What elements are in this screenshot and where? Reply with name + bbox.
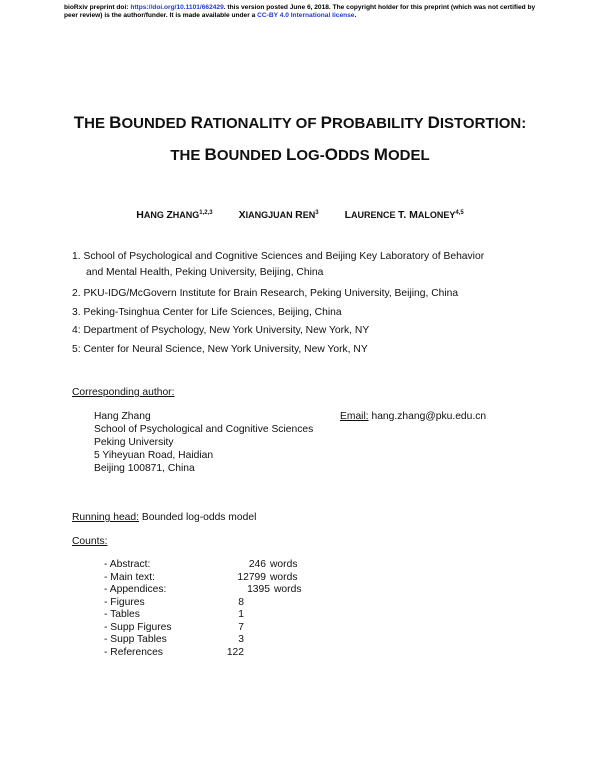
author-3: LAURENCE T. MALONEY$^{4,5}$ (344, 209, 464, 221)
address-line: School of Psychological and Cognitive Sciences (94, 424, 314, 435)
address-line: Beijing 100871, China (94, 463, 195, 474)
corresponding-address (94, 410, 313, 475)
preprint-prefix: bioRxiv preprint doi: (64, 4, 131, 11)
count-label: - Figures (104, 596, 145, 608)
count-unit: words (270, 571, 298, 583)
affiliation-4: 4: Department of Psychology, New York University, New York, NY (72, 325, 370, 336)
count-value: 7 (238, 621, 244, 633)
running-head-label: Running head: (72, 512, 139, 523)
affiliation-5: 5: Center for Neural Science, New York University, New York, NY (72, 344, 368, 355)
paper-title-line-2: THE BOUNDED LOG-ODDS MODEL (170, 145, 430, 164)
count-unit: words (274, 584, 302, 595)
count-value: 8 (238, 596, 244, 608)
count-value: 1 (238, 609, 244, 620)
counts-heading: Counts: (72, 536, 108, 547)
address-line: Peking University (94, 437, 174, 448)
count-unit: words (270, 559, 298, 570)
count-value: 122 (226, 646, 244, 658)
preprint-middle: . this version posted June 6, 2018. The copyright holder for this preprint (which was not certified by peer review) is the author/funder. It is made available under a (64, 4, 536, 19)
count-label: - Appendices: (104, 584, 167, 595)
email-line (340, 410, 486, 423)
affiliation-2: 2. PKU-IDG/McGovern Institute for Brain Research, Peking University, Beijing, China (72, 288, 459, 299)
running-head (72, 511, 256, 524)
address-line: Hang Zhang (94, 411, 151, 422)
count-value: 3 (238, 634, 244, 645)
author-2: XIANGJUAN REN$^3$ (238, 209, 319, 221)
paper-title-line-1: THE BOUNDED RATIONALITY OF PROBABILITY DISTORTION: (73, 113, 527, 132)
license-link[interactable]: CC-BY 4.0 International license (257, 12, 355, 19)
count-label: - Tables (104, 609, 140, 620)
doi-link[interactable]: https://doi.org/10.1101/662429 (130, 4, 224, 11)
count-label: - Supp Figures (104, 621, 172, 633)
affiliation-1: 1. School of Psychological and Cognitive Sciences and Beijing Key Laboratory of Behavior (72, 251, 485, 262)
count-label: - Supp Tables (104, 634, 167, 645)
address-line: 5 Yiheyuan Road, Haidian (94, 450, 214, 461)
corresponding-author-heading: Corresponding author: (72, 387, 175, 398)
email-label: Email: (340, 411, 369, 422)
count-label: - Abstract: (104, 559, 151, 570)
affiliation-3: 3. Peking-Tsinghua Center for Life Sciences, Beijing, China (72, 307, 342, 318)
count-label: - Main text: (104, 571, 155, 583)
author-1: HANG ZHANG$^{1,2,3}$ (136, 209, 213, 221)
count-value: 1395 (247, 584, 270, 595)
count-value: 246 (248, 559, 266, 570)
count-label: - References (104, 646, 163, 658)
affiliation-1-continued: and Mental Health, Peking University, Beijing, China (86, 267, 324, 278)
running-head-value: Bounded log-odds model (139, 512, 257, 523)
preprint-notice (64, 4, 544, 20)
email-address[interactable]: hang.zhang@pku.edu.cn (368, 411, 487, 422)
author-list (0, 209, 600, 221)
count-value: 12799 (237, 571, 266, 583)
preprint-suffix: . (354, 12, 357, 19)
